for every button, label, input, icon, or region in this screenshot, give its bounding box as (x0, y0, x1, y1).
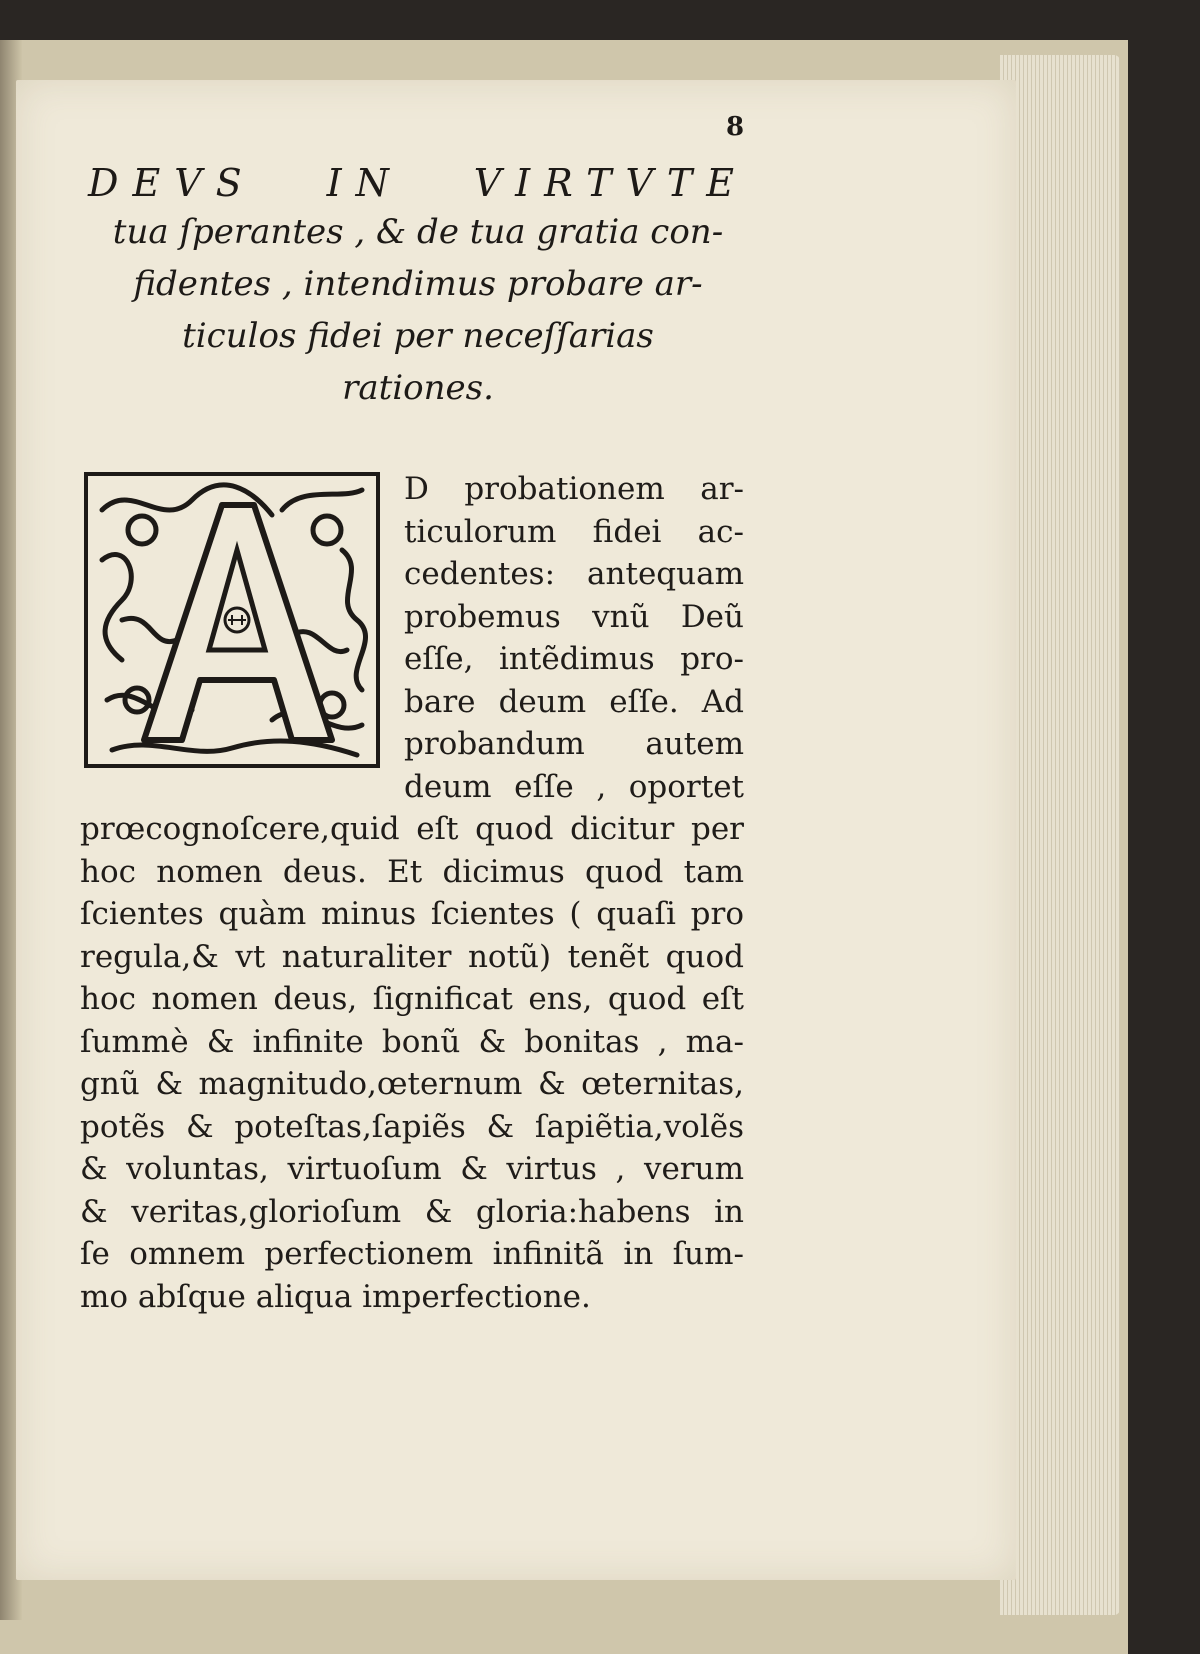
heading-line: fidentes , intendimus probare ar- (133, 264, 703, 304)
text-line: potẽs & poteſtas,ſapiẽs & ſapiẽtia,volẽs (80, 1108, 744, 1145)
text-line: ſummè & infinite bonũ & bonitas , ma- (80, 1023, 744, 1060)
page-edges (1000, 55, 1120, 1615)
text-line: hoc nomen deus. Et dicimus quod tam (80, 853, 744, 890)
text-line: eſſe, intẽdimus pro- (404, 641, 744, 677)
heading-line: rationes. (342, 368, 494, 408)
page-number: 8 (726, 112, 745, 142)
text-line: cedentes: antequam (404, 556, 744, 592)
text-line: & voluntas, virtuoſum & virtus , verum (80, 1151, 744, 1187)
text-line: D probationem ar- (404, 471, 744, 507)
heading-line: tua ſperantes , & de tua gratia con- (112, 212, 724, 252)
text-line: bare deum eſſe. Ad (404, 683, 744, 720)
heading-line: ticulos fidei per neceſſarias (182, 316, 654, 356)
text-line: probemus vnũ Deũ (404, 598, 744, 635)
body-text (80, 468, 744, 1318)
text-line: deum eſſe , oportet (404, 768, 744, 805)
text-line: gnũ & magnitudo,œternum & œternitas, (80, 1066, 744, 1102)
text-line: probandum autem (404, 726, 744, 762)
heading-caps-line: DEVS IN VIRTVTE (88, 161, 748, 205)
text-line: ticulorum fidei ac- (404, 513, 744, 550)
text-line: ſe omnem perfectionem infinitã in ſum- (80, 1236, 744, 1272)
text-line: regula,& vt naturaliter notũ) tenẽt quod (80, 938, 744, 975)
text-line: hoc nomen deus, ſignificat ens, quod eſt (80, 981, 744, 1017)
invocation-heading (88, 160, 748, 414)
text-line: ſcientes quàm minus ſcientes ( quaſi pro (80, 896, 744, 932)
text-line: & veritas,glorioſum & gloria:habens in (80, 1193, 744, 1230)
text-line: mo abſque aliqua imperfectione. (80, 1278, 591, 1315)
text-line: prœcognoſcere,quid eſt quod dicitur per (80, 811, 744, 847)
